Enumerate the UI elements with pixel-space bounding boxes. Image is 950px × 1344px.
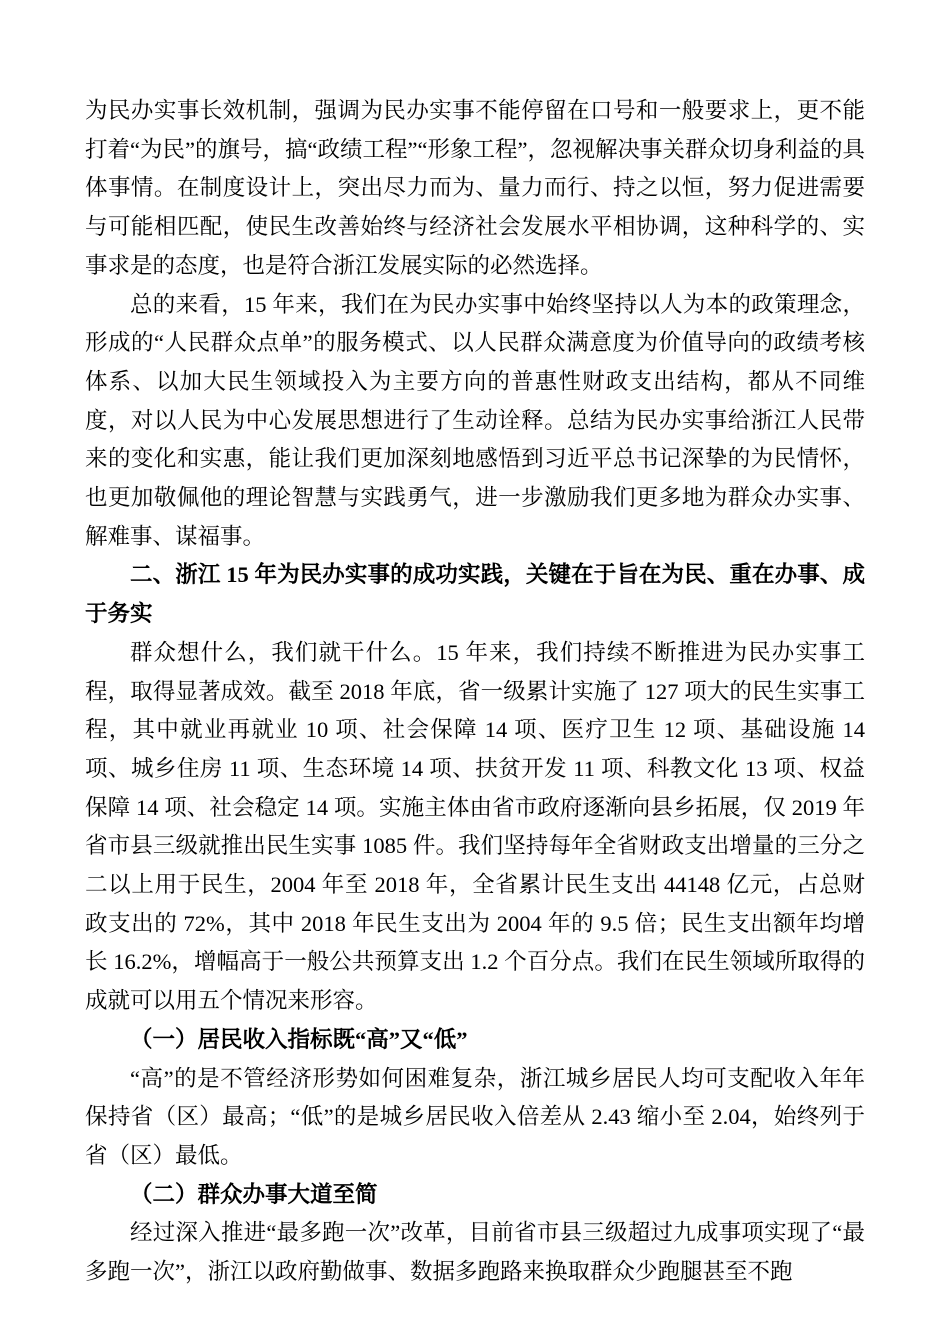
body-paragraph: 群众想什么，我们就干什么。15 年来，我们持续不断推进为民办实事工程，取得显著成效。截至 2018 年底，省一级累计实施了 127 项大的民生实事工程，其中就业再就业 10 项、社会保障 14 项、医疗卫生 12 项、基础设施 14 项、城乡住房 11 项、生态环境 14 项、扶贫开发 11 项、科教文化 13 项、权益保障 14 项、社会稳定 14 项。实施主体由省市政府逐渐向县乡拓展，仅 2019 年省市县三级就推出民生实事 1085 件。我们坚持每年全省财政支出增量的三分之二以上用于民生，2004 年至 2018 年，全省累计民生支出 44148 亿元，占总财政支出的 72%，其中 2018 年民生支出为 2004 年的 9.5 倍；民生支出额年均增长 16.2%，增幅高于一般公共预算支出 1.2 个百分点。我们在民生领域所取得的成就可以用五个情况来形容。 xyxy=(85,639,865,1014)
body-paragraph: 为民办实事长效机制，强调为民办实事不能停留在口号和一般要求上，更不能打着“为民”的旗号，搞“政绩工程”“形象工程”，忽视解决事关群众切身利益的具体事情。在制度设计上，突出尽力而为、量力而行、持之以恒，努力促进需要与可能相匹配，使民生改善始终与经济社会发展水平相协调，这种科学的、实事求是的态度，也是符合浙江发展实际的必然选择。 xyxy=(85,98,865,278)
body-paragraph: “高”的是不管经济形势如何困难复杂，浙江城乡居民人均可支配收入年年保持省（区）最高；“低”的是城乡居民收入倍差从 2.43 缩小至 2.04，始终列于省（区）最低。 xyxy=(85,1065,865,1168)
section-heading: 二、浙江 15 年为民办实事的成功实践，关键在于旨在为民、重在办事、成于务实 xyxy=(85,562,865,627)
body-paragraph: 总的来看，15 年来，我们在为民办实事中始终坚持以人为本的政策理念，形成的“人民群众点单”的服务模式、以人民群众满意度为价值导向的政绩考核体系、以加大民生领域投入为主要方向的普惠性财政支出结构，都从不同维度，对以人民为中心发展思想进行了生动诠释。总结为民办实事给浙江人民带来的变化和实惠，能让我们更加深刻地感悟到习近平总书记深挚的为民情怀，也更加敬佩他的理论智慧与实践勇气，进一步激励我们更多地为群众办实事、解难事、谋福事。 xyxy=(85,291,865,549)
subsection-heading: （二）群众办事大道至简 xyxy=(130,1181,378,1207)
subsection-heading: （一）居民收入指标既“高”又“低” xyxy=(130,1026,468,1052)
body-paragraph: 经过深入推进“最多跑一次”改革，目前省市县三级超过九成事项实现了“最多跑一次”，浙江以政府勤做事、数据多跑路来换取群众少跑腿甚至不跑 xyxy=(85,1220,865,1285)
